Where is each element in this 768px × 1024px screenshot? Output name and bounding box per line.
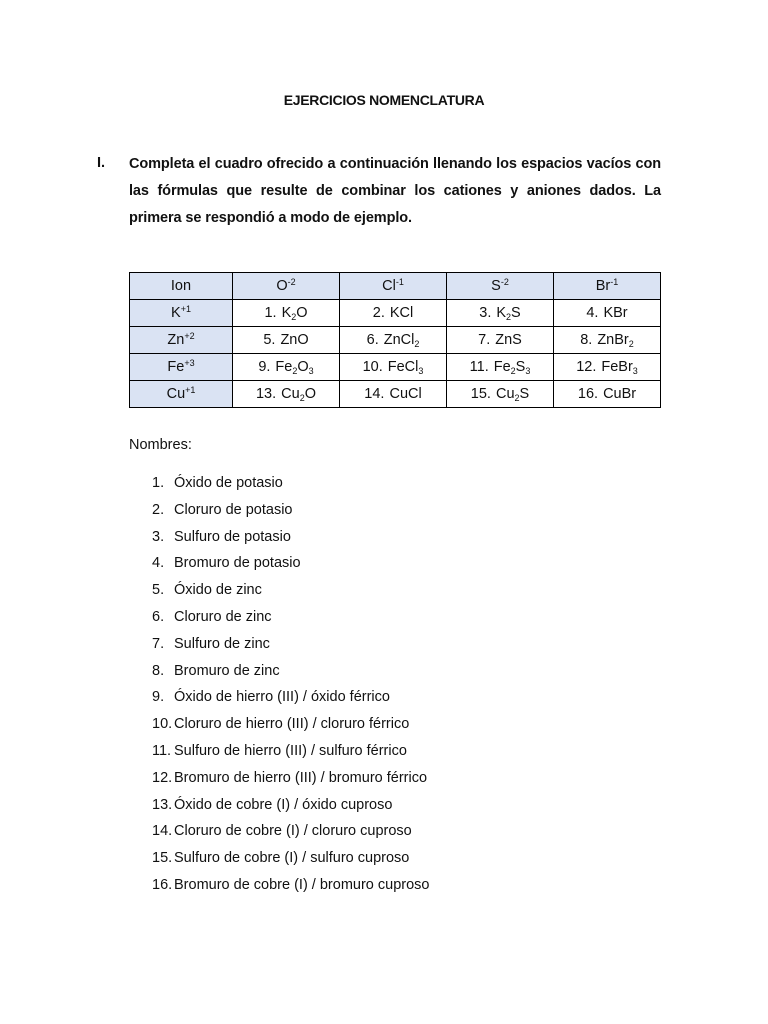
formula-text: ZnBr <box>597 332 629 348</box>
list-item-number: 14. <box>152 823 173 840</box>
formula-text: S <box>511 305 521 321</box>
anion-charge: -1 <box>610 277 619 287</box>
formula-text: O <box>296 305 308 321</box>
formula-number: 9. <box>258 359 271 375</box>
cation-header-cell <box>130 354 233 381</box>
list-item <box>152 527 429 554</box>
list-item-number: 11. <box>152 742 172 759</box>
formula-number: 2. <box>372 305 385 321</box>
formula-cell <box>447 381 554 408</box>
anion-symbol: S <box>491 278 501 294</box>
anion-charge: -2 <box>287 277 296 287</box>
list-item-number: 10. <box>152 716 173 733</box>
formula-number: 4. <box>586 305 599 321</box>
list-item-number: 7. <box>152 635 165 652</box>
formula-number: 14. <box>364 386 385 402</box>
formula-subscript: 2 <box>291 312 297 322</box>
list-item-number: 13. <box>152 796 173 813</box>
list-item-text: Cloruro de zinc <box>174 608 272 625</box>
formula-text: K <box>281 305 292 321</box>
cation-charge: +1 <box>185 385 196 395</box>
list-item-number: 1. <box>152 475 165 491</box>
formula-text: ZnCl <box>383 332 415 348</box>
list-item <box>152 687 429 714</box>
anion-header-cell <box>447 273 554 300</box>
formula-number: 6. <box>366 332 379 348</box>
formula-cell <box>554 354 661 381</box>
formula-subscript: 2 <box>299 393 305 403</box>
formula-cell <box>340 300 447 327</box>
formula-cell <box>554 327 661 354</box>
formula-subscript: 3 <box>308 366 314 376</box>
formula-subscript: 3 <box>525 366 531 376</box>
list-item-text: Sulfuro de zinc <box>174 635 270 652</box>
formula-subscript: 3 <box>418 366 424 376</box>
formula-text: ZnS <box>495 332 522 348</box>
list-item <box>152 821 429 848</box>
list-item-number: 12. <box>152 769 173 786</box>
list-item <box>152 848 429 875</box>
list-item-text: Bromuro de hierro (III) / bromuro férrico <box>174 769 428 786</box>
formula-text: Fe <box>275 359 293 375</box>
cation-charge: +2 <box>184 331 195 341</box>
formula-subscript: 2 <box>292 366 298 376</box>
list-item-number: 2. <box>152 501 165 518</box>
list-item-text: Óxido de hierro (III) / óxido férrico <box>174 689 390 706</box>
formula-text: S <box>519 386 530 402</box>
table-row <box>130 354 661 381</box>
formula-cell <box>340 354 447 381</box>
list-item <box>152 795 429 822</box>
formula-subscript: 2 <box>628 339 634 349</box>
formula-text: CuBr <box>603 386 637 402</box>
formula-cell <box>233 327 340 354</box>
list-item-number: 3. <box>152 528 165 545</box>
list-item <box>152 661 429 688</box>
list-item-text: Cloruro de potasio <box>174 501 293 518</box>
formula-text: O <box>297 359 309 375</box>
anion-symbol: Br <box>595 278 611 294</box>
formula-text: Fe <box>493 359 511 375</box>
list-item-text: Sulfuro de hierro (III) / sulfuro férrico <box>174 742 407 759</box>
list-item-number: 16. <box>152 876 173 893</box>
cation-charge: +1 <box>180 304 191 314</box>
list-item <box>152 741 429 768</box>
page-title: EJERCICIOS NOMENCLATURA <box>283 92 485 108</box>
anion-header-cell <box>340 273 447 300</box>
list-item <box>152 553 429 580</box>
formula-text: ZnO <box>280 332 309 348</box>
table-row <box>130 327 661 354</box>
formula-number: 12. <box>576 359 597 375</box>
list-item-number: 15. <box>152 850 173 867</box>
list-item <box>152 473 429 500</box>
formula-number: 1. <box>264 305 277 321</box>
cation-symbol: Zn <box>167 332 185 348</box>
formula-number: 3. <box>479 305 492 321</box>
list-item-text: Cloruro de cobre (I) / cloruro cuproso <box>174 823 412 840</box>
formula-number: 5. <box>263 332 276 348</box>
list-item-text: Bromuro de cobre (I) / bromuro cuproso <box>174 876 430 893</box>
formula-text: FeCl <box>387 359 419 375</box>
section-numeral: I. <box>97 155 106 171</box>
formula-number: 7. <box>478 332 491 348</box>
anion-symbol: Cl <box>382 278 396 294</box>
formula-subscript: 2 <box>514 393 520 403</box>
list-item <box>152 634 429 661</box>
cation-charge: +3 <box>184 358 195 368</box>
list-item <box>152 875 429 902</box>
formula-cell <box>447 354 554 381</box>
list-item-text: Sulfuro de potasio <box>174 528 291 545</box>
formula-text: KBr <box>603 305 628 321</box>
formula-number: 10. <box>362 359 383 375</box>
formula-number: 8. <box>580 332 593 348</box>
formula-text: Cu <box>281 386 300 402</box>
names-list <box>152 473 429 902</box>
list-item-text: Óxido de cobre (I) / óxido cuproso <box>174 796 393 813</box>
list-item <box>152 768 429 795</box>
anion-header-cell <box>233 273 340 300</box>
cation-symbol: Fe <box>167 359 185 375</box>
formula-number: 15. <box>470 386 491 402</box>
formula-cell <box>233 354 340 381</box>
cation-header-cell <box>130 300 233 327</box>
list-item-text: Sulfuro de cobre (I) / sulfuro cuproso <box>174 850 410 867</box>
formula-text: S <box>515 359 526 375</box>
formula-number: 13. <box>255 386 277 402</box>
formula-subscript: 2 <box>414 339 420 349</box>
formula-text: K <box>496 305 507 321</box>
formula-subscript: 2 <box>510 366 516 376</box>
list-item-text: Óxido de potasio <box>174 475 283 491</box>
list-item-text: Óxido de zinc <box>174 582 262 599</box>
cation-header-cell <box>130 381 233 408</box>
formula-text: FeBr <box>601 359 633 375</box>
formula-cell <box>447 327 554 354</box>
table-header-row <box>130 273 661 300</box>
formula-cell <box>554 381 661 408</box>
formula-cell <box>233 381 340 408</box>
anion-symbol: O <box>276 278 288 294</box>
list-item <box>152 714 429 741</box>
formula-cell <box>554 300 661 327</box>
cation-symbol: K <box>171 305 181 321</box>
list-item-number: 4. <box>152 555 165 572</box>
list-item <box>152 500 429 527</box>
list-item-number: 5. <box>152 582 165 599</box>
formula-text: Cu <box>495 386 515 402</box>
anion-charge: -2 <box>500 277 509 287</box>
formula-subscript: 3 <box>632 366 638 376</box>
corner-header-cell: Ion <box>130 273 233 300</box>
formula-text: CuCl <box>389 386 422 402</box>
names-label: Nombres: <box>129 437 192 453</box>
table-row <box>130 300 661 327</box>
formula-text: KCl <box>389 305 414 321</box>
list-item-number: 9. <box>152 689 165 706</box>
formula-subscript: 2 <box>506 312 512 322</box>
instructions-paragraph: Completa el cuadro ofrecido a continuación llenando los espacios vacíos con las fórmulas que resulte de combinar los cationes y aniones dados. La primera se respondió a modo de ejemplo. <box>129 156 661 226</box>
formula-cell <box>447 300 554 327</box>
list-item-text: Cloruro de hierro (III) / cloruro férrico <box>174 716 410 733</box>
table-row <box>130 381 661 408</box>
list-item <box>152 607 429 634</box>
formula-cell <box>233 300 340 327</box>
anion-header-cell <box>554 273 661 300</box>
formula-number: 16. <box>577 386 599 402</box>
formula-cell <box>340 327 447 354</box>
list-item-number: 6. <box>152 608 165 625</box>
list-item-number: 8. <box>152 662 165 679</box>
formula-number: 11. <box>469 359 489 375</box>
formula-text: O <box>304 386 316 402</box>
list-item <box>152 580 429 607</box>
cation-symbol: Cu <box>166 386 186 402</box>
list-item-text: Bromuro de potasio <box>174 555 301 572</box>
ion-combination-table <box>129 272 661 408</box>
list-item-text: Bromuro de zinc <box>174 662 280 679</box>
formula-cell <box>340 381 447 408</box>
cation-header-cell <box>130 327 233 354</box>
anion-charge: -1 <box>395 277 404 287</box>
